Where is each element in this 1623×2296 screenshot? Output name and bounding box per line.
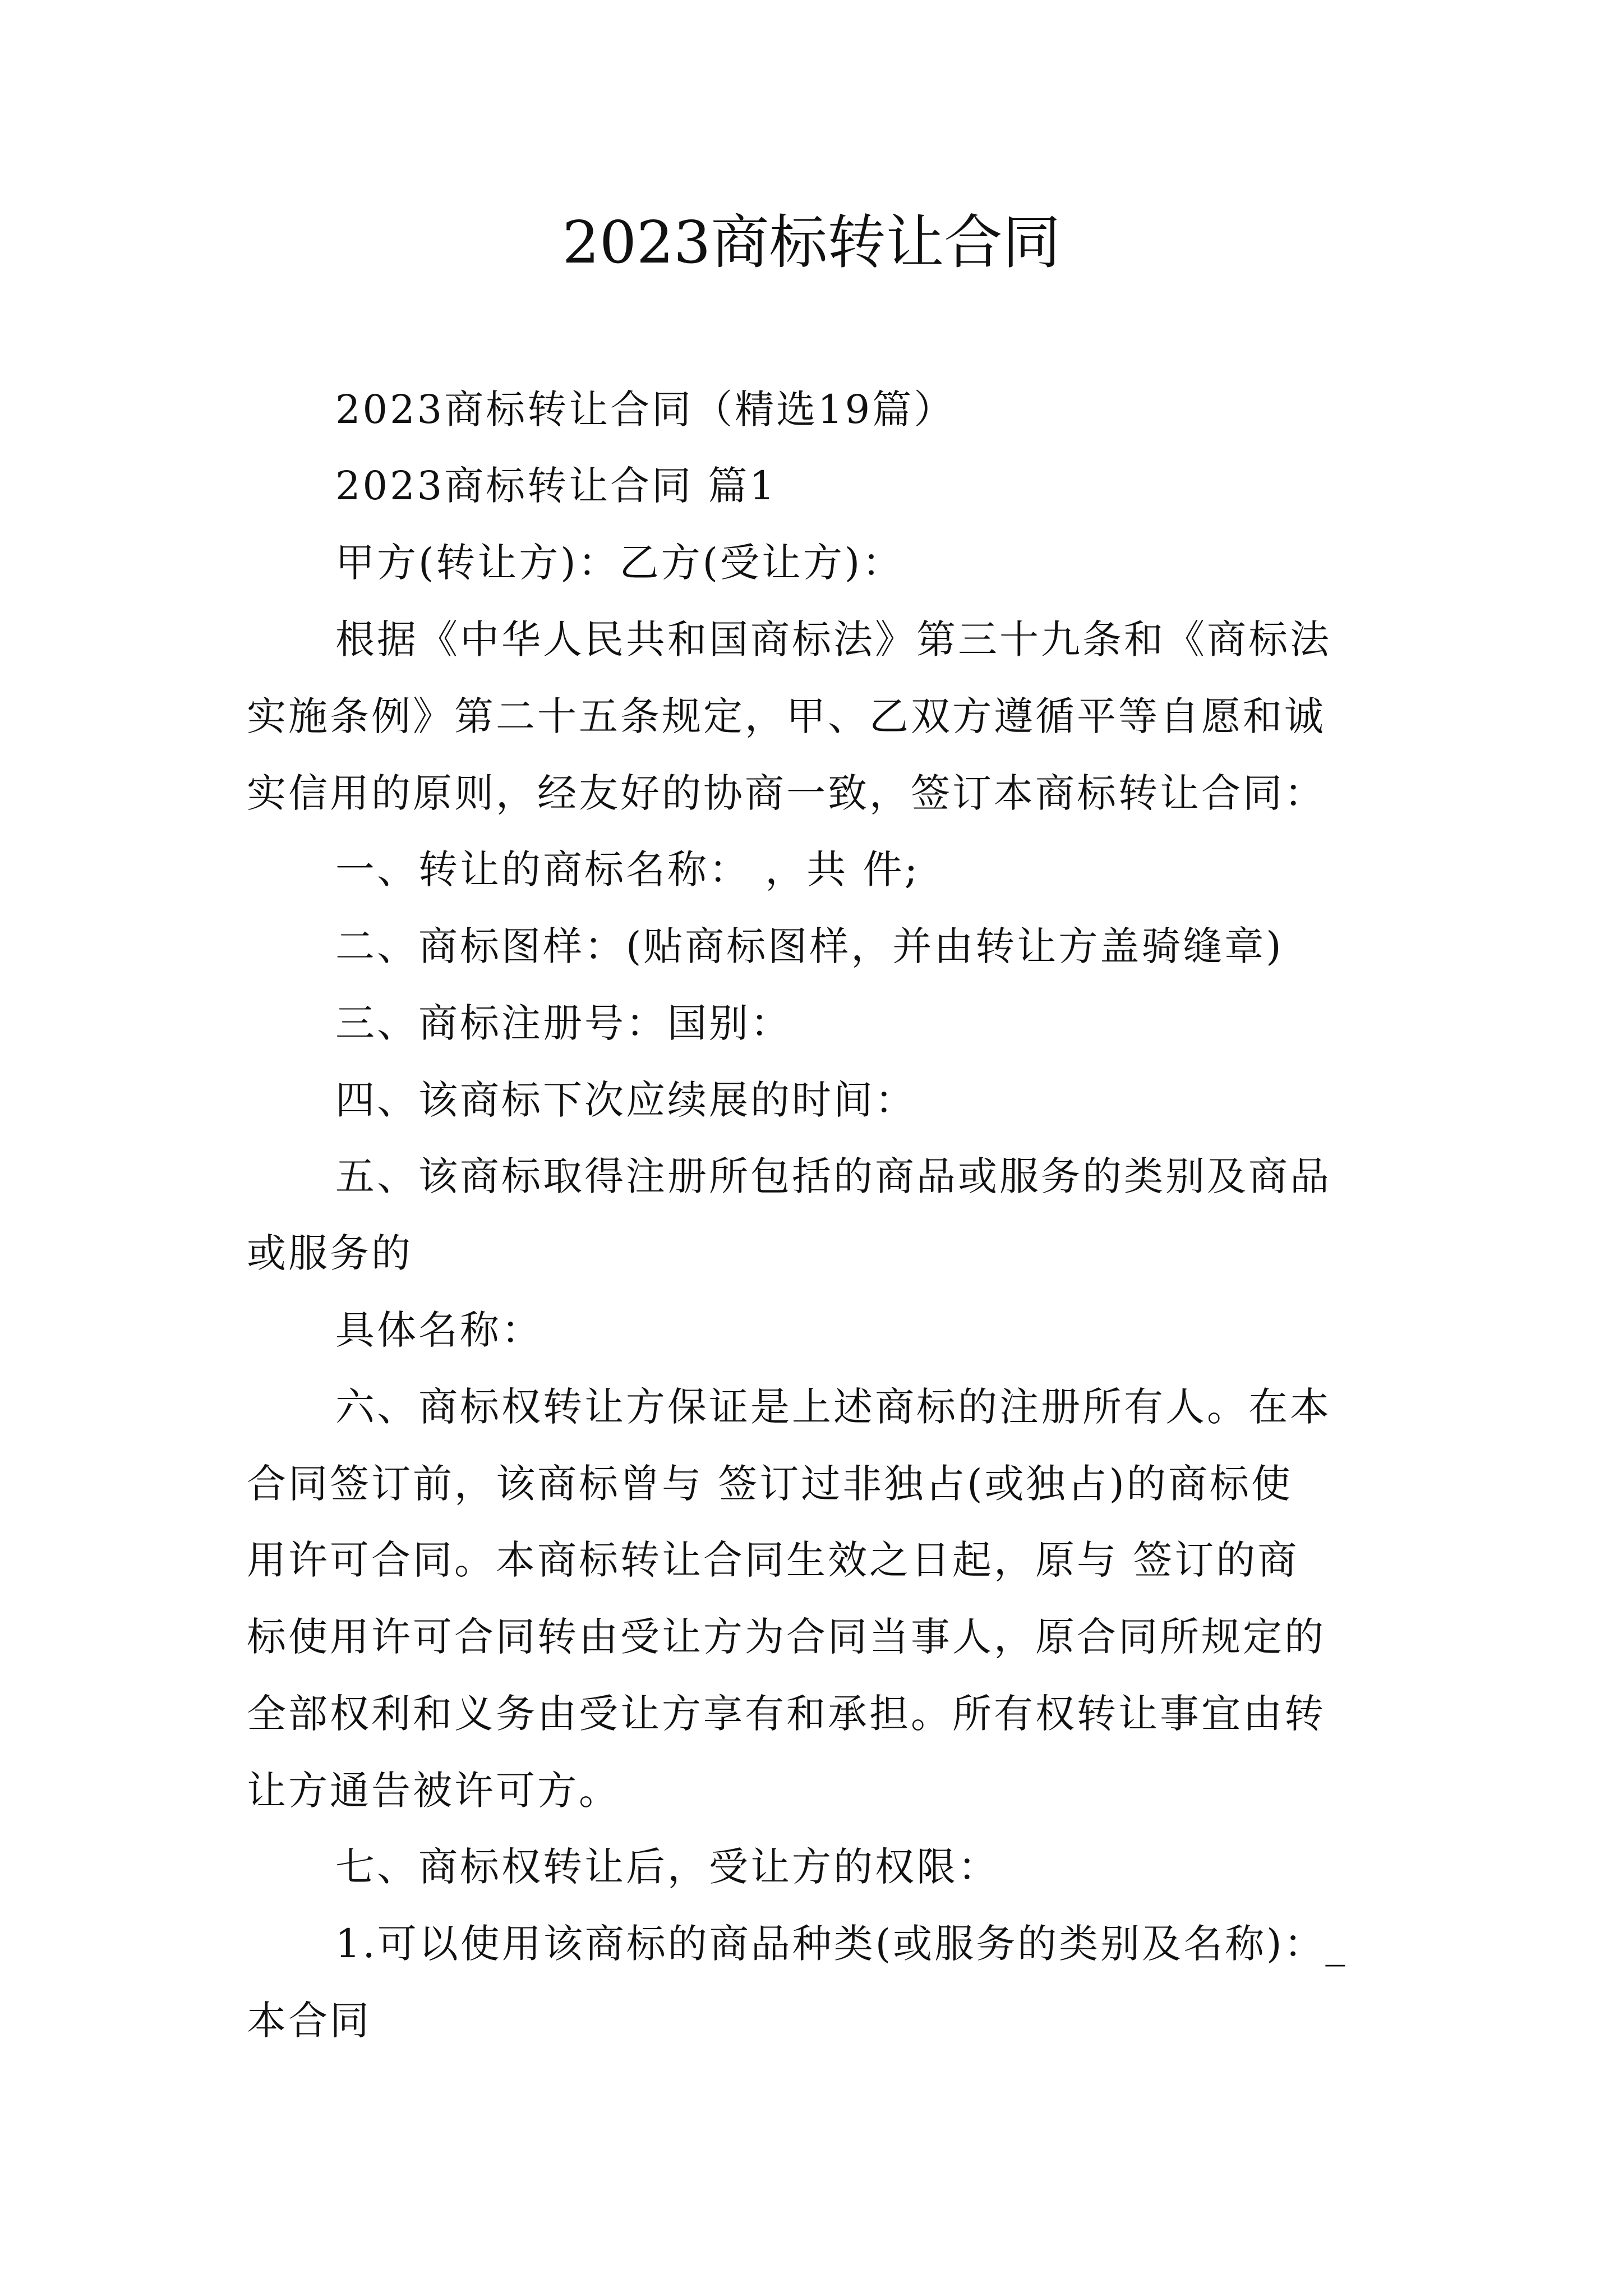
paragraph-line: 根据《中华人民共和国商标法》第三十九条和《商标法	[335, 616, 1331, 662]
clause-line: 具体名称：	[335, 1307, 543, 1353]
clause-line: 六、商标权转让方保证是上述商标的注册所有人。在本	[335, 1384, 1331, 1430]
clause-line: 用许可合同。本商标转让合同生效之日起，原与 签订的商	[247, 1537, 1299, 1583]
clause-line: 或服务的	[247, 1230, 413, 1276]
clause-line: 标使用许可合同转由受让方为合同当事人，原合同所规定的	[247, 1614, 1326, 1660]
parties-line: 甲方(转让方)：乙方(受让方)：	[335, 540, 904, 586]
clause-line: 让方通告被许可方。	[247, 1768, 620, 1814]
paragraph-line: 实信用的原则，经友好的协商一致，签订本商标转让合同：	[247, 770, 1326, 816]
clause-line: 四、该商标下次应续展的时间：	[335, 1077, 916, 1123]
clause-line: 1.可以使用该商标的商品种类(或服务的类别及名称)：_	[335, 1921, 1348, 1967]
clause-line: 本合同	[247, 1998, 371, 2044]
clause-line: 合同签订前，该商标曾与 签订过非独占(或独占)的商标使	[247, 1461, 1293, 1507]
section-heading: 2023商标转让合同 篇1	[335, 463, 777, 509]
clause-line: 一、转让的商标名称： ，共 件;	[335, 846, 920, 892]
document-title: 2023商标转让合同	[562, 208, 1061, 277]
paragraph-line: 实施条例》第二十五条规定，甲、乙双方遵循平等自愿和诚	[247, 693, 1326, 739]
clause-line: 全部权利和义务由受让方享有和承担。所有权转让事宜由转	[247, 1691, 1326, 1737]
subtitle-line: 2023商标转让合同（精选19篇）	[335, 386, 956, 432]
clause-line: 二、商标图样：(贴商标图样，并由转让方盖骑缝章)	[335, 923, 1284, 969]
clause-line: 三、商标注册号：国别：	[335, 1000, 792, 1046]
clause-line: 五、该商标取得注册所包括的商品或服务的类别及商品	[335, 1153, 1331, 1199]
clause-line: 七、商标权转让后，受让方的权限：	[335, 1844, 999, 1890]
